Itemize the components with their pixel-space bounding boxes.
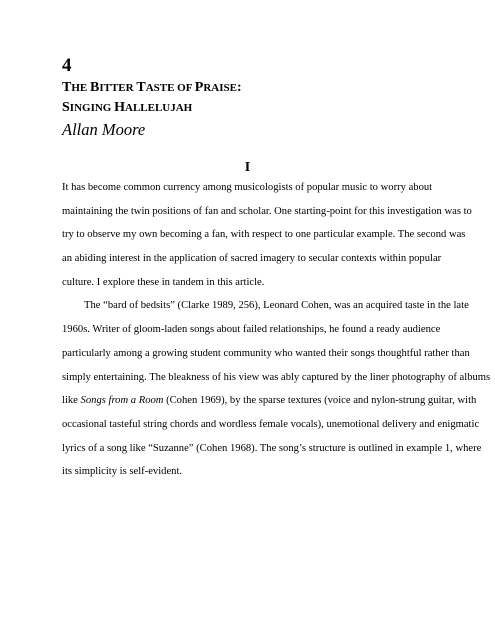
text-line: lyrics of a song like “Suzanne” (Cohen 1968). The song’s structure is outlined in example 1, where [62,442,482,454]
paragraph-2 [62,294,491,484]
paragraph-1 [62,176,472,294]
body-text [62,176,491,484]
text-line: It has become common currency among musicologists of popular music to worry about [62,182,433,193]
album-title: Songs from a Room [80,395,164,407]
section-heading: I [244,160,251,175]
text-line: its simplicity is self-evident. [62,466,183,478]
text-line: 1960s. Writer of gloom-laden songs about failed relationships, he found a ready audience [62,324,441,336]
text-line: simply entertaining. The bleakness of his view was ably captured by the liner photography of albums [62,371,491,383]
chapter-title [62,78,242,118]
text-line: try to observe my own becoming a fan, with respect to one particular example. The second was [62,229,466,241]
chapter-title-line-2: SINGING HALLELUJAH [62,100,193,115]
chapter-number: 4 [62,55,72,76]
text-line: particularly among a growing student community who wanted their songs thoughtful rather than [62,347,470,359]
chapter-title-line-1: THE BITTER TASTE OF PRAISE: [62,80,242,95]
text-line: like Songs from a Room (Cohen 1969), by the sparse textures (voice and nylon-strung guitar, with [62,395,477,407]
author-name: Allan Moore [62,120,146,139]
text-line: The “bard of bedsits” (Clarke 1989, 256), Leonard Cohen, was an acquired taste in the late [84,300,469,312]
text-line: an abiding interest in the application of sacred imagery to secular contexts within popular [62,253,442,265]
text-line: occasional tasteful string chords and wordless female vocals), unemotional delivery and enigmatic [62,418,480,430]
text-line: culture. I explore these in tandem in this article. [62,276,265,288]
text-line: maintaining the twin positions of fan and scholar. One starting-point for this investigation was to [62,205,472,217]
